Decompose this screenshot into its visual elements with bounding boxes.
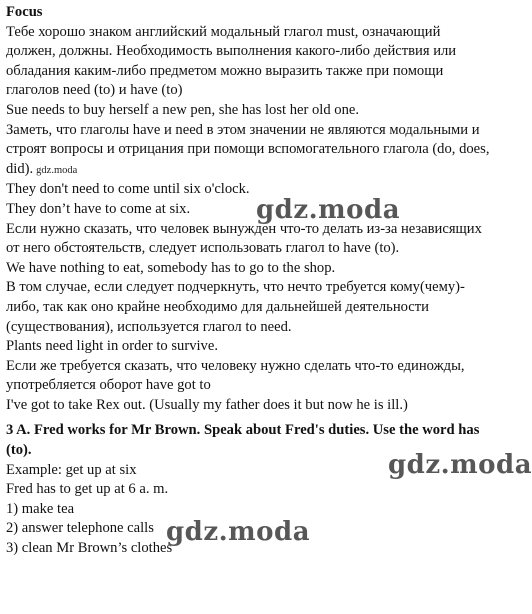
text-line: глаголов need (to) и have (to) [6,82,183,99]
text-line [6,160,506,181]
text-line: В том случае, если следует подчеркнуть, что нечто требуется кому(чему)- [6,279,465,296]
example-line: They don't need to come until six o'clock. [6,181,250,198]
text-line: строят вопросы и отрицания при помощи вспомогательного глагола (do, does, [6,141,490,158]
example-line: We have nothing to eat, somebody has to go to the shop. [6,259,336,276]
text-line: Если нужно сказать, что человек вынужден что-то делать из-за независящих [6,220,482,237]
text-line: должен, должны. Необходимость выполнения какого-либо действия или [6,43,457,60]
text-line: Если же требуется сказать, что человеку нужно сделать что-то единожды, [6,357,465,374]
watermark: gdz.moda [166,517,311,547]
example-line: They don’t have to come at six. [6,200,191,217]
text-line: обладания каким-либо предметом можно выразить также при помощи [6,62,444,79]
example-line: Sue needs to buy herself a new pen, she has lost her old one. [6,101,360,118]
section-title: Focus [6,4,43,20]
watermark-small: gdz.moda [36,164,78,176]
list-item: 3) clean Mr Brown’s clothes [6,540,173,557]
text-line: либо, так как оно крайне необходимо для дальнейшей деятельности [6,298,429,315]
text-line: употребляется оборот have got to [6,377,211,394]
task-heading: 3 A. Fred works for Mr Brown. Speak about Fred's duties. Use the word has [6,422,480,439]
watermark: gdz.moda [388,450,532,480]
example-label: Example: get up at six [6,461,137,478]
text-line: Тебе хорошо знаком английский модальный глагол must, означающий [6,23,441,40]
text-line: от него обстоятельств, следует использовать глагол to have (to). [6,240,400,257]
watermark: gdz.moda [256,195,401,225]
example-line: Plants need light in order to survive. [6,338,218,355]
example-line: I've got to take Rex out. (Usually my father does it but now he is ill.) [6,396,408,413]
list-item: 1) make tea [6,500,75,517]
example-answer: Fred has to get up at 6 a. m. [6,481,169,498]
text-line: (существования), используется глагол to need. [6,318,292,335]
list-item: 2) answer telephone calls [6,520,154,537]
text-line: Заметь, что глаголы have и need в этом значении не являются модальными и [6,121,480,138]
text-fragment: did). [6,160,34,177]
task-heading: (to). [6,442,32,459]
